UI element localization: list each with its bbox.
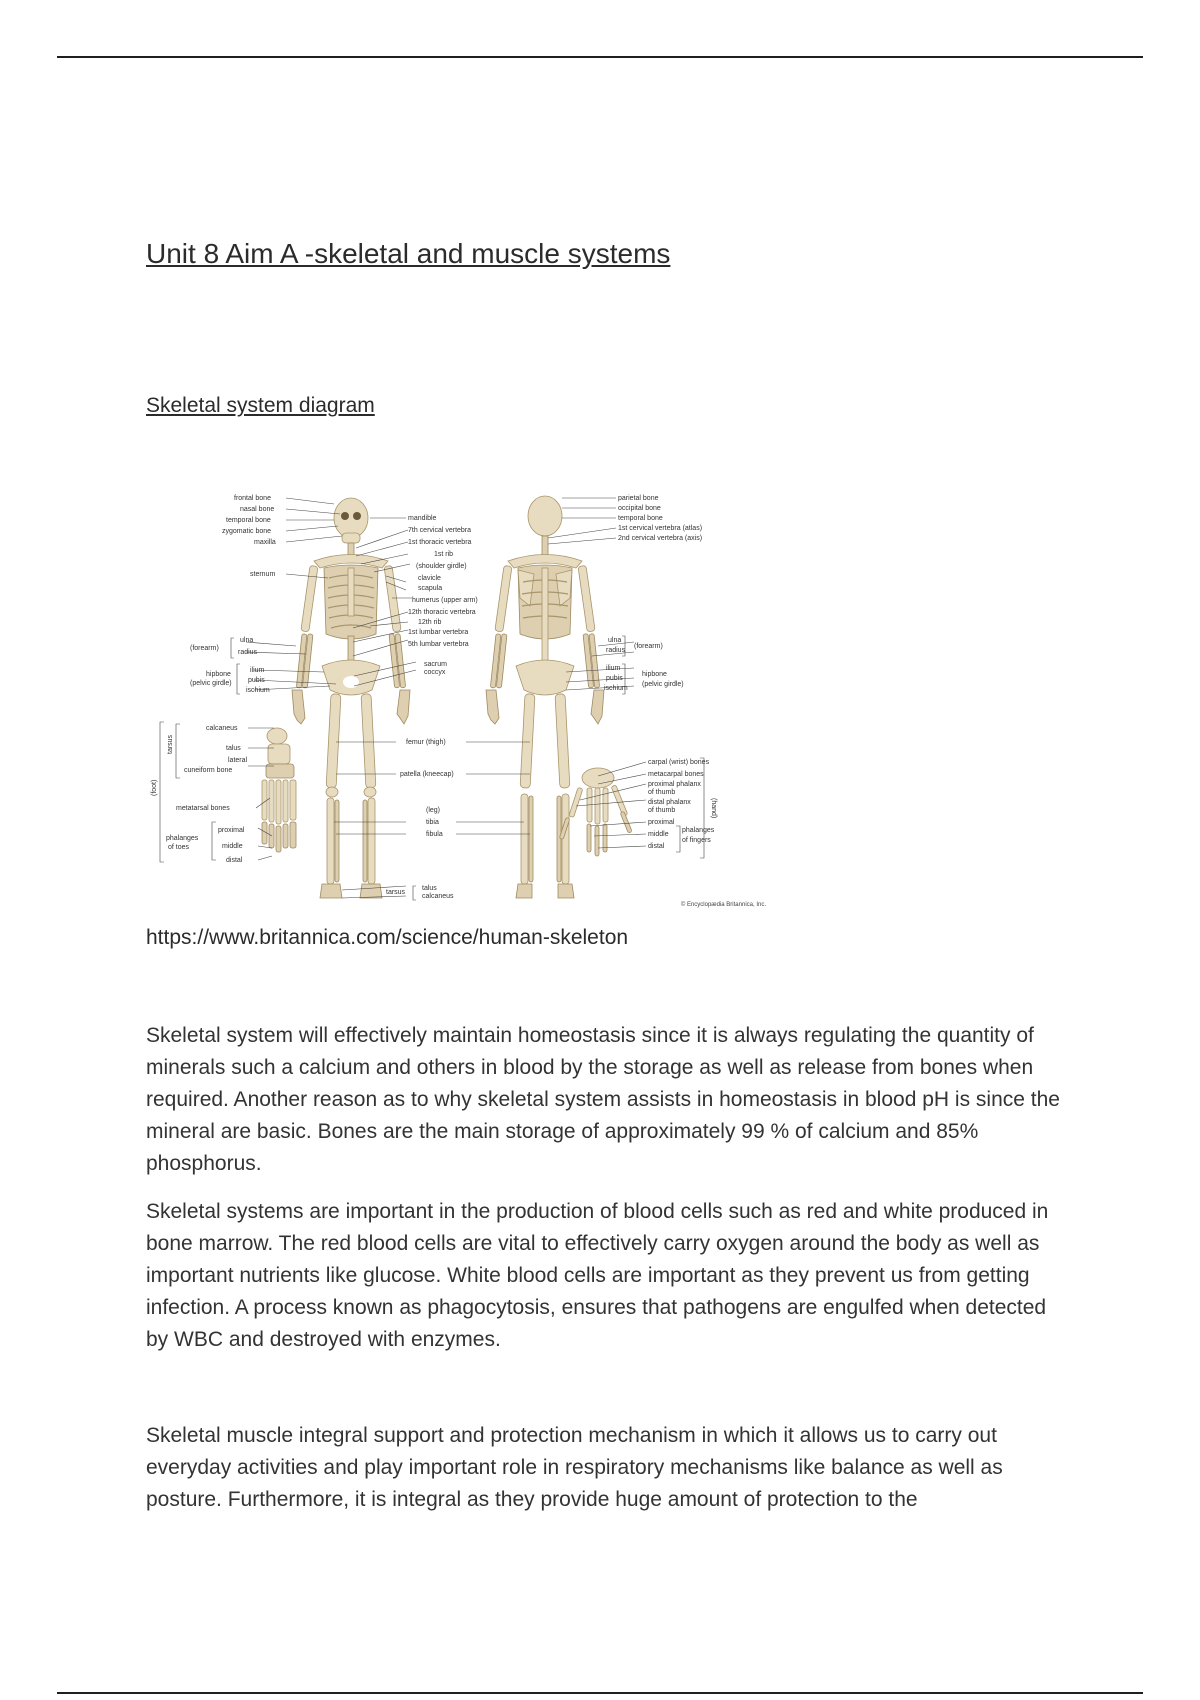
- label-lateral: lateral: [228, 757, 248, 764]
- label-distal-phalanx: distal phalanx: [648, 799, 691, 806]
- label-patella: patella (kneecap): [400, 771, 454, 778]
- label-pubis: pubis: [248, 677, 265, 684]
- diagram-labels-foot: [151, 725, 248, 864]
- label-forearm: (forearm): [190, 645, 219, 652]
- hand-detail: [559, 768, 632, 856]
- footer-rule: [57, 1692, 1143, 1694]
- label-frontal-bone: frontal bone: [234, 495, 271, 502]
- label-zygomatic-bone: zygomatic bone: [222, 528, 272, 535]
- label-sacrum: sacrum: [424, 661, 447, 668]
- front-skeleton: [292, 498, 410, 898]
- label-temporal-bone-back: temporal bone: [618, 515, 663, 522]
- label-maxilla: maxilla: [254, 539, 276, 546]
- label-pelvic-girdle: (pelvic girdle): [190, 680, 232, 687]
- label-1st-lumbar: 1st lumbar vertebra: [408, 629, 469, 636]
- label-middle-foot: middle: [222, 843, 243, 850]
- paragraph-homeostasis: Skeletal system will effectively maintain homeostasis since it is always regulating the quantity of minerals such a calcium and others in blood by the storage as well as release from bones when required. Another reason as to why skeletal system assists in homeostasis in blood pH is since the mineral are basic. Bones are the main storage of approximately 99 % of calcium and 85% phosphorus.: [146, 1024, 1060, 1175]
- label-hipbone-back: hipbone: [642, 671, 667, 678]
- label-occipital-bone: occipital bone: [618, 505, 661, 512]
- label-ischium: ischium: [246, 687, 270, 694]
- header-rule: [57, 56, 1143, 58]
- label-tibia: tibia: [426, 819, 439, 826]
- label-metatarsal-bones: metatarsal bones: [176, 805, 230, 812]
- label-nasal-bone: nasal bone: [240, 506, 275, 513]
- back-skeleton: [486, 496, 604, 898]
- section-heading: Skeletal system diagram: [146, 394, 375, 417]
- diagram-labels-hand: [648, 759, 717, 850]
- label-metacarpal-bones: metacarpal bones: [648, 771, 704, 778]
- label-leg: (leg): [426, 807, 441, 814]
- label-talus-leg: talus: [422, 885, 437, 892]
- label-of-thumb-2: of thumb: [648, 807, 676, 814]
- source-url: https://www.britannica.com/science/human-skeleton: [146, 926, 629, 949]
- label-of-thumb-1: of thumb: [648, 789, 676, 796]
- paragraph-blood-cells: Skeletal systems are important in the production of blood cells such as red and white produced in bone marrow. The red blood cells are vital to effectively carry oxygen around the body as well as important nutrients like glucose. White blood cells are important as they prevent us from getting infection. A process known as phagocytosis, ensures that pathogens are engulfed when detected by WBC and destroyed with enzymes.: [146, 1200, 1049, 1351]
- label-temporal-bone: temporal bone: [226, 517, 271, 524]
- label-scapula: scapula: [418, 585, 443, 592]
- diagram-labels-left: [190, 495, 276, 694]
- label-of-toes: of toes: [168, 844, 190, 851]
- label-radius: radius: [238, 649, 258, 656]
- document-title: Unit 8 Aim A -skeletal and muscle systems: [146, 238, 671, 269]
- label-12th-rib: 12th rib: [418, 619, 442, 626]
- label-pubis-back: pubis: [606, 675, 623, 682]
- label-calcaneus: calcaneus: [206, 725, 238, 732]
- label-ulna: ulna: [240, 637, 254, 644]
- label-foot: (foot): [151, 779, 158, 796]
- label-forearm-back: (forearm): [634, 643, 663, 650]
- label-femur: femur (thigh): [406, 739, 446, 746]
- label-1st-thoracic: 1st thoracic vertebra: [408, 539, 472, 546]
- label-coccyx: coccyx: [424, 669, 446, 676]
- label-distal-foot: distal: [226, 857, 243, 864]
- paragraph-support-protection: Skeletal muscle integral support and protection mechanism in which it allows us to carry out everyday activities and play important role in respiratory mechanisms like balance as well as posture. Furthermore, it is integral as they provide huge amount of protection to the: [146, 1424, 1003, 1511]
- label-middle-hand: middle: [648, 831, 669, 838]
- label-cuneiform-bone: cuneiform bone: [184, 767, 233, 774]
- label-pelvic-girdle-back: (pelvic girdle): [642, 681, 684, 688]
- label-hand: (hand): [710, 798, 717, 819]
- label-clavicle: clavicle: [418, 575, 441, 582]
- label-talus: talus: [226, 745, 241, 752]
- label-shoulder-girdle: (shoulder girdle): [416, 563, 467, 570]
- label-proximal-phalanx: proximal phalanx: [648, 781, 701, 788]
- label-of-fingers: of fingers: [682, 837, 711, 844]
- label-1st-rib: 1st rib: [434, 551, 454, 558]
- label-parietal-bone: parietal bone: [618, 495, 659, 502]
- label-ilium-back: ilium: [606, 665, 621, 672]
- label-tarsus-foot: tarsus: [167, 734, 174, 754]
- label-proximal-hand: proximal: [648, 819, 675, 826]
- label-phalanges-toes: phalanges: [166, 835, 199, 842]
- label-calcaneus-leg: calcaneus: [422, 893, 454, 900]
- diagram-credit: © Encyclopædia Britannica, Inc.: [680, 902, 766, 908]
- label-ulna-back: ulna: [608, 637, 622, 644]
- diagram-labels-right: [604, 495, 702, 692]
- label-ilium: ilium: [250, 667, 265, 674]
- label-carpal-bones: carpal (wrist) bones: [648, 759, 710, 766]
- label-7th-cervical: 7th cervical vertebra: [408, 527, 472, 534]
- label-phalanges-fingers: phalanges: [682, 827, 715, 834]
- label-humerus: humerus (upper arm): [412, 597, 478, 604]
- label-hipbone: hipbone: [206, 671, 231, 678]
- label-fibula: fibula: [426, 831, 443, 838]
- diagram-labels-center: [408, 515, 478, 676]
- label-tarsus: tarsus: [386, 889, 406, 896]
- label-1st-cervical: 1st cervical vertebra (atlas): [618, 525, 703, 532]
- label-5th-lumbar: 5th lumbar vertebra: [408, 641, 469, 648]
- diagram-labels-leg: [386, 739, 454, 900]
- skeleton-diagram: [146, 486, 771, 912]
- label-radius-back: radius: [606, 647, 626, 654]
- label-distal-hand: distal: [648, 843, 665, 850]
- label-sternum: sternum: [250, 571, 276, 578]
- label-ischium-back: ischium: [604, 685, 628, 692]
- label-mandible: mandible: [408, 515, 437, 522]
- label-2nd-cervical: 2nd cervical vertebra (axis): [618, 535, 703, 542]
- label-proximal-foot: proximal: [218, 827, 245, 834]
- label-12th-thoracic: 12th thoracic vertebra: [408, 609, 476, 616]
